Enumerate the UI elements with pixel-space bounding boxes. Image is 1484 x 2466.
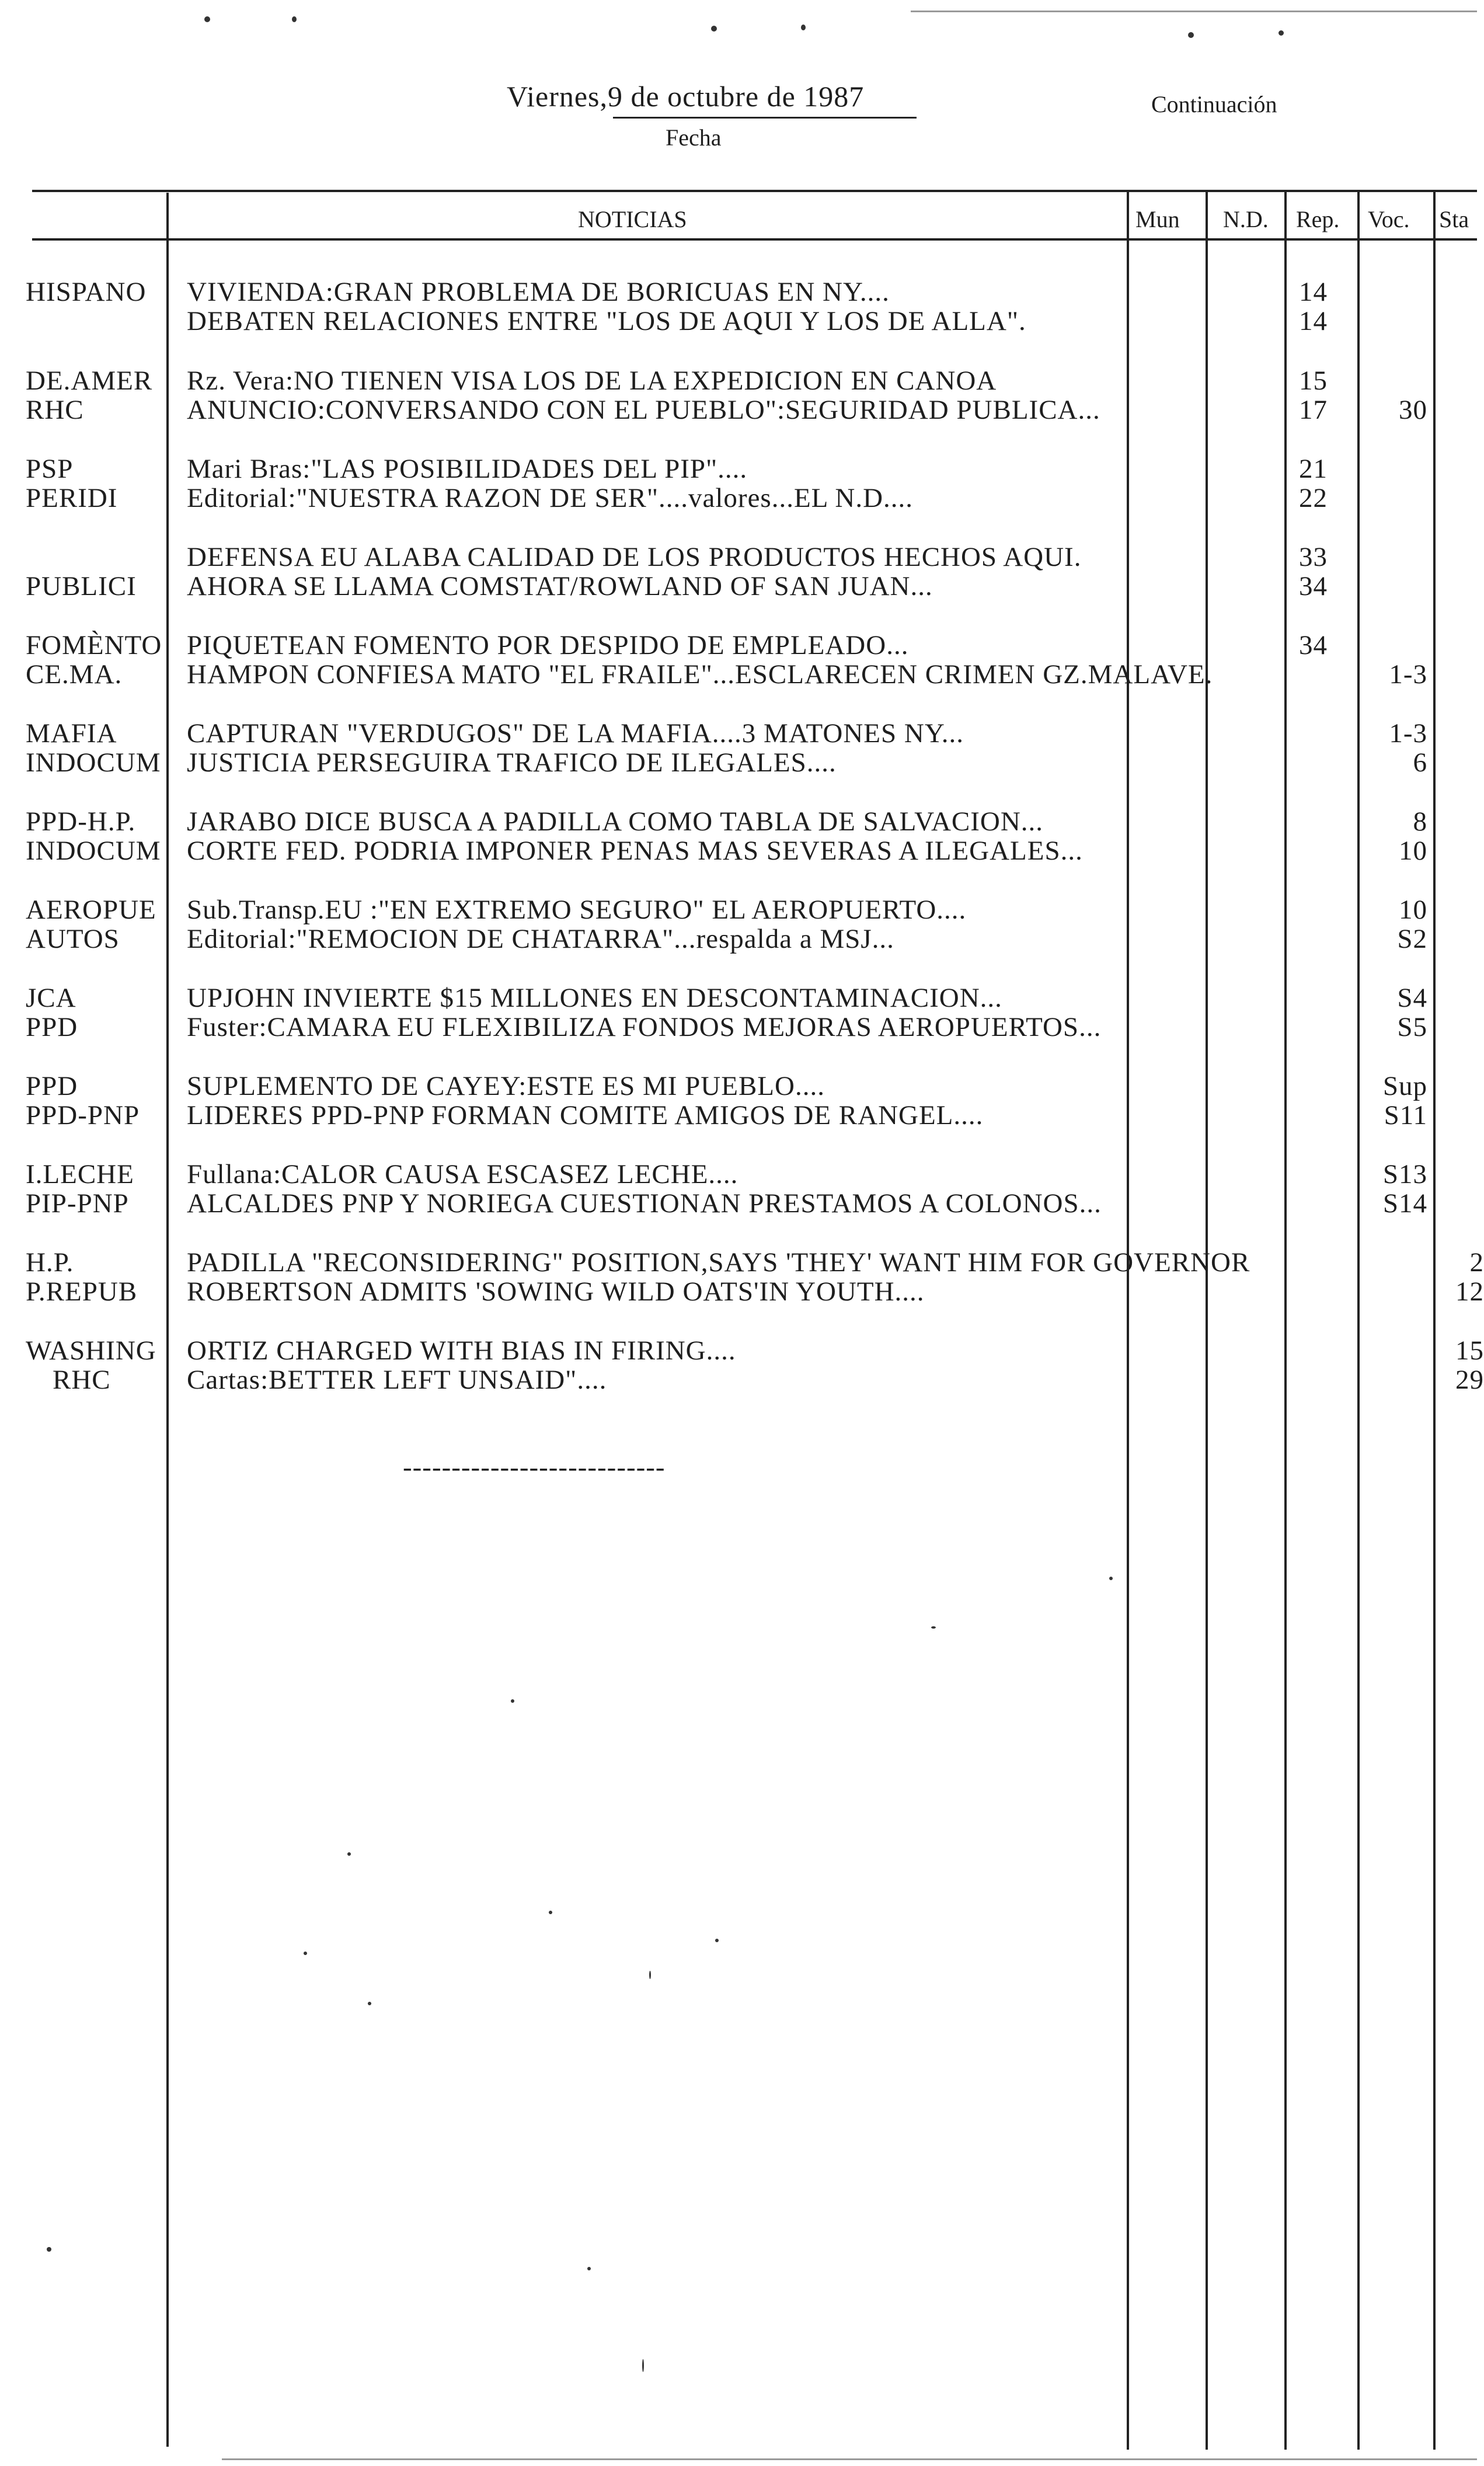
- row-headline: SUPLEMENTO DE CAYEY:ESTE ES MI PUEBLO....: [187, 1071, 825, 1101]
- row-sta: [1437, 895, 1484, 924]
- table-row: [0, 748, 1477, 777]
- table-row: [0, 484, 1477, 513]
- row-voc: 30: [1399, 395, 1427, 425]
- scan-speck: [511, 1699, 514, 1703]
- scan-speck: [642, 2359, 644, 2372]
- row-sta: [1437, 307, 1484, 336]
- scan-speck: [931, 1626, 936, 1629]
- row-headline: Editorial:"REMOCION DE CHATARRA"...respalda a MSJ...: [187, 924, 894, 954]
- nd-column-left-rule: [1206, 190, 1208, 2450]
- row-sta: [1437, 454, 1484, 484]
- row-section: RHC: [53, 1365, 111, 1395]
- row-voc: [1369, 1248, 1427, 1277]
- row-section: P.REPUB: [26, 1277, 138, 1307]
- row-rep: [1299, 1013, 1369, 1042]
- row-rep: [1299, 1189, 1369, 1218]
- row-headline: ORTIZ CHARGED WITH BIAS IN FIRING....: [187, 1335, 736, 1366]
- row-rep: 15: [1299, 366, 1328, 396]
- row-section: [26, 542, 166, 572]
- row-voc: [1369, 484, 1427, 513]
- row-sta: [1437, 983, 1484, 1013]
- row-rep: 34: [1299, 571, 1328, 601]
- row-rep: [1299, 836, 1369, 865]
- table-row: [0, 366, 1477, 395]
- row-sta: 12: [1455, 1277, 1484, 1307]
- date-label: Fecha: [666, 124, 722, 151]
- row-voc: 8: [1413, 806, 1427, 837]
- row-sta: [1437, 1101, 1484, 1130]
- row-voc: S5: [1397, 1012, 1427, 1042]
- table-top-rule: [32, 190, 1477, 192]
- row-section: PPD: [26, 1071, 78, 1101]
- row-headline: CORTE FED. PODRIA IMPONER PENAS MAS SEVERAS A ILEGALES...: [187, 836, 1083, 866]
- table-row: [0, 1189, 1477, 1218]
- scan-speck: [1109, 1577, 1113, 1580]
- row-section: PSP: [26, 454, 74, 484]
- table-row: [0, 1072, 1477, 1101]
- row-section: HISPANO: [26, 277, 147, 307]
- row-voc: 10: [1399, 836, 1427, 866]
- row-headline: JUSTICIA PERSEGUIRA TRAFICO DE ILEGALES....: [187, 747, 837, 778]
- row-rep: [1299, 983, 1369, 1013]
- table-row: [0, 1247, 1484, 1278]
- row-section: I.LECHE: [26, 1159, 134, 1189]
- row-sta: [1437, 719, 1484, 748]
- row-voc: 6: [1413, 747, 1427, 778]
- scan-speck: [347, 1852, 351, 1856]
- row-voc: [1369, 277, 1427, 307]
- row-rep: [1299, 1277, 1369, 1306]
- row-section: WASHING: [26, 1335, 156, 1366]
- rep-column-left-rule: [1284, 190, 1287, 2450]
- row-section: CE.MA.: [26, 659, 123, 690]
- row-rep: [1299, 1365, 1369, 1394]
- row-sta: [1437, 660, 1484, 689]
- row-voc: S13: [1382, 1159, 1427, 1189]
- report-date: Viernes,9 de octubre de 1987: [507, 80, 865, 113]
- row-headline: Sub.Transp.EU :"EN EXTREMO SEGURO" EL AEROPUERTO....: [187, 895, 967, 925]
- table-row: [0, 307, 1477, 336]
- row-sta: [1437, 366, 1484, 395]
- column-header-nd: N.D.: [1223, 206, 1269, 232]
- row-headline: AHORA SE LLAMA COMSTAT/ROWLAND OF SAN JUAN...: [187, 571, 933, 601]
- column-header-voc: Voc.: [1368, 206, 1410, 232]
- row-sta: 2: [1469, 1247, 1484, 1278]
- table-row: [0, 631, 1477, 660]
- table-row: [0, 277, 1477, 307]
- scan-speck: [715, 1939, 719, 1942]
- column-header-sta: Sta: [1439, 206, 1469, 232]
- row-sta: [1437, 542, 1484, 572]
- row-rep: 22: [1299, 483, 1328, 513]
- row-voc: [1369, 542, 1427, 572]
- row-voc: [1369, 631, 1427, 660]
- row-voc: 10: [1399, 895, 1427, 925]
- row-rep: [1299, 1072, 1369, 1101]
- row-sta: [1437, 572, 1484, 601]
- scan-speck: [1188, 32, 1194, 38]
- row-headline: ALCALDES PNP Y NORIEGA CUESTIONAN PRESTAMOS A COLONOS...: [187, 1188, 1102, 1219]
- row-headline: Fuster:CAMARA EU FLEXIBILIZA FONDOS MEJORAS AEROPUERTOS...: [187, 1012, 1102, 1042]
- row-headline: PIQUETEAN FOMENTO POR DESPIDO DE EMPLEADO...: [187, 630, 909, 660]
- row-voc: 1-3: [1389, 718, 1427, 749]
- row-voc: Sup: [1382, 1071, 1427, 1101]
- row-sta: [1437, 1189, 1484, 1218]
- row-headline: JARABO DICE BUSCA A PADILLA COMO TABLA DE SALVACION...: [187, 806, 1044, 837]
- row-section: AUTOS: [26, 924, 120, 954]
- row-voc: [1369, 1365, 1427, 1394]
- row-headline: CAPTURAN "VERDUGOS" DE LA MAFIA....3 MATONES NY...: [187, 718, 964, 749]
- row-rep: 14: [1299, 277, 1328, 307]
- table-row: [0, 572, 1477, 601]
- scan-speck: [292, 16, 297, 22]
- row-headline: DEFENSA EU ALABA CALIDAD DE LOS PRODUCTOS HECHOS AQUI.: [187, 542, 1082, 572]
- row-headline: VIVIENDA:GRAN PROBLEMA DE BORICUAS EN NY....: [187, 277, 890, 307]
- row-rep: 34: [1299, 630, 1328, 660]
- row-sta: [1437, 395, 1484, 425]
- row-headline: Editorial:"NUESTRA RAZON DE SER"....valores...EL N.D....: [187, 483, 914, 513]
- mun-column-left-rule: [1127, 190, 1129, 2450]
- scan-speck: [304, 1952, 307, 1955]
- row-voc: [1369, 307, 1427, 336]
- row-sta: 15: [1455, 1335, 1484, 1366]
- row-headline: DEBATEN RELACIONES ENTRE "LOS DE AQUI Y LOS DE ALLA".: [187, 306, 1026, 336]
- section-column-rule: [166, 193, 169, 2447]
- row-headline: LIDERES PPD-PNP FORMAN COMITE AMIGOS DE RANGEL....: [187, 1100, 984, 1131]
- row-rep: [1299, 660, 1369, 689]
- row-rep: 14: [1299, 306, 1328, 336]
- row-voc: [1369, 1277, 1427, 1306]
- table-row: [0, 924, 1477, 954]
- scan-speck: [1279, 30, 1284, 36]
- bottom-page-edge: [222, 2458, 1477, 2460]
- row-sta: [1437, 807, 1484, 836]
- scan-speck: [801, 25, 806, 30]
- row-voc: S11: [1384, 1100, 1427, 1131]
- row-section: FOMÈNTO: [26, 630, 162, 660]
- row-sta: [1437, 484, 1484, 513]
- scan-speck: [47, 2247, 51, 2252]
- column-header-noticias: NOTICIAS: [578, 206, 687, 232]
- table-row: [0, 719, 1477, 748]
- scan-speck: [587, 2267, 591, 2270]
- row-sta: 29: [1455, 1365, 1484, 1395]
- scan-speck: [204, 16, 210, 22]
- row-rep: [1299, 748, 1369, 777]
- row-sta: [1437, 836, 1484, 865]
- row-voc: [1369, 366, 1427, 395]
- row-rep: [1299, 1101, 1369, 1130]
- row-section: JCA: [26, 983, 76, 1013]
- continuation-label: Continuación: [1151, 91, 1277, 117]
- row-voc: 1-3: [1389, 659, 1427, 690]
- row-headline: PADILLA "RECONSIDERING" POSITION,SAYS 'THEY' WANT HIM FOR GOVERNOR: [187, 1247, 1250, 1278]
- row-sta: [1437, 1072, 1484, 1101]
- date-underline: [613, 117, 917, 119]
- row-section: AEROPUE: [26, 895, 156, 925]
- row-voc: [1369, 454, 1427, 484]
- scan-speck: [711, 26, 717, 32]
- row-headline: Fullana:CALOR CAUSA ESCASEZ LECHE....: [187, 1159, 738, 1189]
- table-row: [0, 836, 1477, 865]
- table-row: [0, 1013, 1477, 1042]
- row-rep: [1299, 1160, 1369, 1189]
- row-headline: ROBERTSON ADMITS 'SOWING WILD OATS'IN YOUTH....: [187, 1277, 925, 1307]
- row-voc: [1369, 1336, 1427, 1365]
- table-row: [0, 395, 1477, 425]
- row-section: [26, 307, 166, 336]
- row-sta: [1437, 924, 1484, 954]
- table-row: [0, 1277, 1484, 1307]
- table-row: [0, 1160, 1477, 1189]
- row-sta: [1437, 1013, 1484, 1042]
- top-page-edge: [911, 11, 1477, 12]
- row-headline: Cartas:BETTER LEFT UNSAID"....: [187, 1365, 607, 1395]
- row-rep: [1299, 895, 1369, 924]
- voc-column-left-rule: [1357, 190, 1360, 2450]
- scan-speck: [368, 2002, 371, 2005]
- row-headline: Rz. Vera:NO TIENEN VISA LOS DE LA EXPEDICION EN CANOA: [187, 366, 997, 396]
- table-row: [0, 660, 1477, 689]
- row-section: RHC: [26, 395, 84, 425]
- row-headline: HAMPON CONFIESA MATO "EL FRAILE"...ESCLARECEN CRIMEN GZ.MALAVE.: [187, 659, 1213, 690]
- row-section: H.P.: [26, 1247, 74, 1278]
- scan-speck: [549, 1911, 552, 1914]
- row-headline: Mari Bras:"LAS POSIBILIDADES DEL PIP"....: [187, 454, 748, 484]
- header-bottom-rule: [32, 238, 1477, 241]
- row-sta: [1437, 748, 1484, 777]
- row-rep: 17: [1299, 395, 1328, 425]
- table-row: [0, 542, 1477, 572]
- row-voc: [1369, 572, 1427, 601]
- row-rep: [1299, 1336, 1369, 1365]
- row-rep: 21: [1299, 454, 1328, 484]
- table-row: [0, 1101, 1477, 1130]
- table-row: [0, 895, 1477, 924]
- column-header-rep: Rep.: [1296, 206, 1340, 232]
- row-sta: [1437, 1160, 1484, 1189]
- row-sta: [1437, 277, 1484, 307]
- row-section: INDOCUM: [26, 747, 161, 778]
- row-section: MAFIA: [26, 718, 117, 749]
- row-rep: 33: [1299, 542, 1328, 572]
- scan-speck: [649, 1971, 651, 1979]
- table-row: [0, 1365, 1484, 1395]
- column-header-mun: Mun: [1135, 206, 1180, 232]
- row-section: DE.AMER: [26, 366, 153, 396]
- table-row: [0, 983, 1477, 1013]
- row-section: PPD-H.P.: [26, 806, 136, 837]
- row-voc: S2: [1397, 924, 1427, 954]
- row-voc: S4: [1397, 983, 1427, 1013]
- row-rep: [1299, 924, 1369, 954]
- row-voc: S14: [1382, 1188, 1427, 1219]
- row-headline: ANUNCIO:CONVERSANDO CON EL PUEBLO":SEGURIDAD PUBLICA...: [187, 395, 1100, 425]
- row-rep: [1299, 807, 1369, 836]
- row-rep: [1299, 1248, 1369, 1277]
- row-sta: [1437, 631, 1484, 660]
- row-section: PPD: [26, 1012, 78, 1042]
- end-of-list-marker: ---------------------------: [403, 1452, 666, 1483]
- sta-column-left-rule: [1433, 190, 1436, 2450]
- table-row: [0, 454, 1477, 484]
- table-row: [0, 1335, 1484, 1366]
- row-section: PPD-PNP: [26, 1100, 140, 1131]
- row-section: PIP-PNP: [26, 1188, 129, 1219]
- table-row: [0, 807, 1477, 836]
- row-headline: UPJOHN INVIERTE $15 MILLONES EN DESCONTAMINACION...: [187, 983, 1002, 1013]
- row-section: PUBLICI: [26, 571, 137, 601]
- row-section: INDOCUM: [26, 836, 161, 866]
- row-rep: [1299, 719, 1369, 748]
- row-section: PERIDI: [26, 483, 118, 513]
